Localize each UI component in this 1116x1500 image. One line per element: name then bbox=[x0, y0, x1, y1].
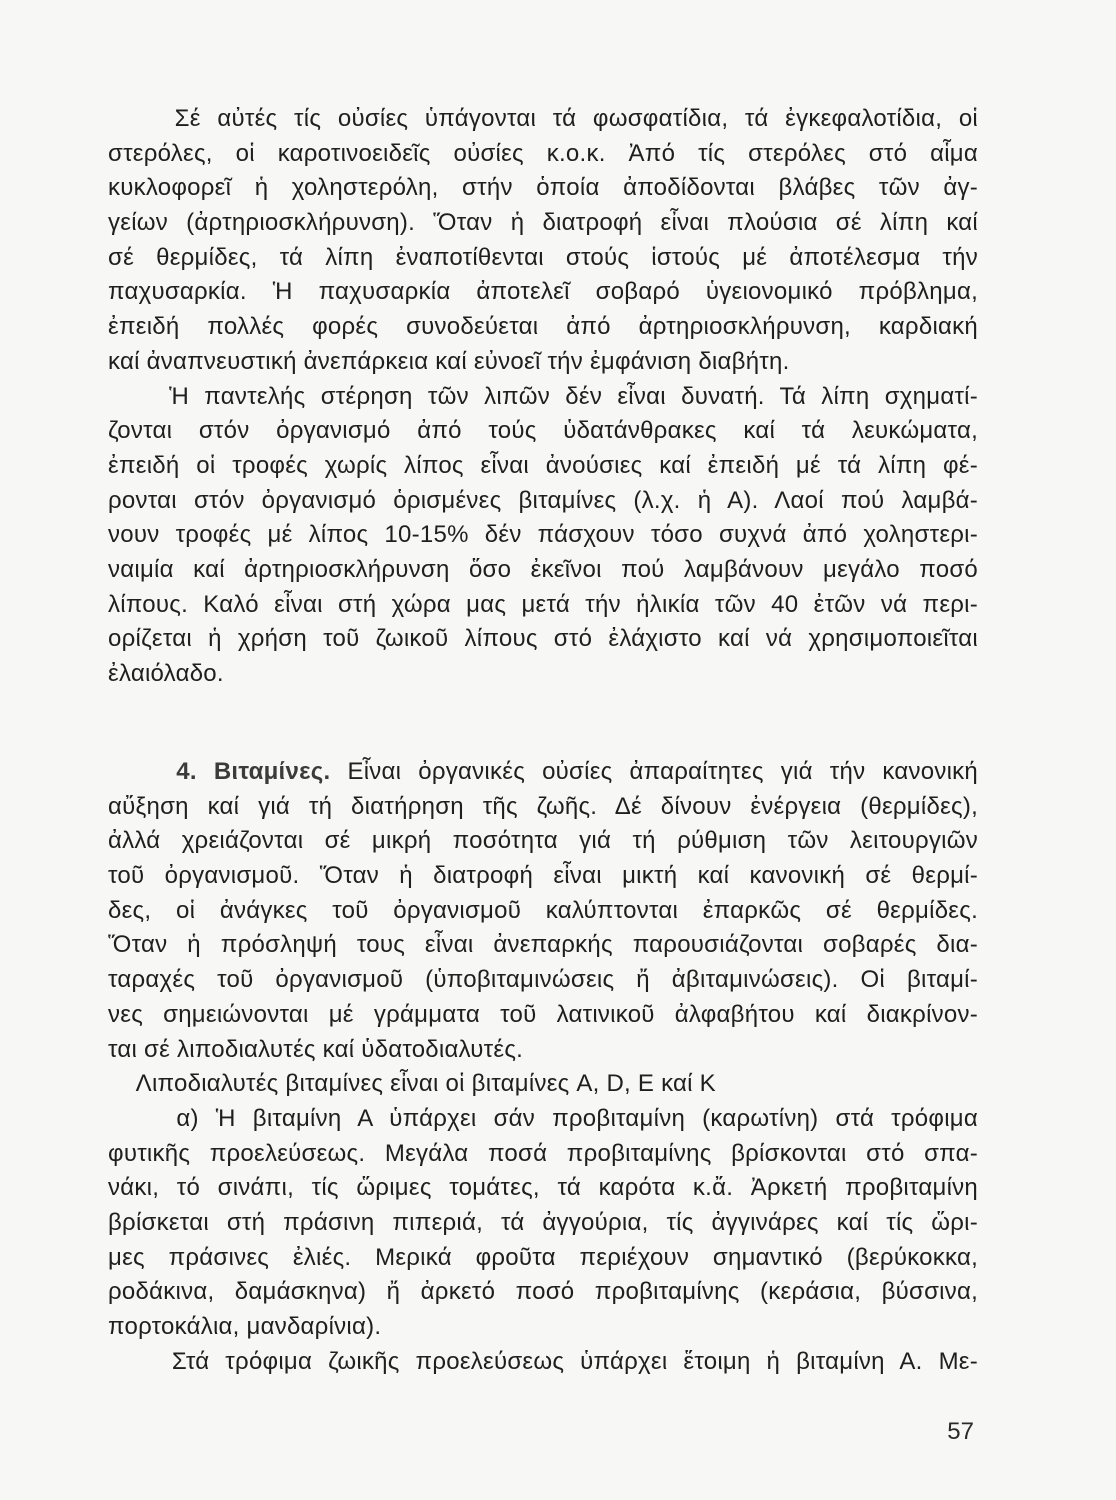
section-first-line-text: Εἶναι ὀργανικές οὐσίες ἀπαραίτητες γιά τήν κανονική bbox=[347, 758, 978, 785]
text-line: κυκλοφορεῖ ἡ χοληστερόλη, στήν ὁποία ἀποδίδονται βλάβες τῶν ἀγ- bbox=[108, 174, 978, 202]
section-number: 4. bbox=[176, 758, 197, 785]
text-line: ἐλαιόλαδο. bbox=[108, 660, 224, 687]
text-line: ρονται στόν ὀργανισμό ὁρισμένες βιταμίνες (λ.χ. ἡ Α). Λαοί πού λαμβά- bbox=[108, 486, 978, 514]
text-line: λίπους. Καλό εἶναι στή χώρα μας μετά τήν ἡλικία τῶν 40 ἐτῶν νά περι- bbox=[108, 590, 978, 618]
text-line: ναιμία καί ἀρτηριοσκλήρυνση ὅσο ἐκεῖνοι πού λαμβάνουν μεγάλο ποσό bbox=[108, 555, 978, 583]
text-line: ζονται στόν ὀργανισμό ἀπό τούς ὑδατάνθρακες καί τά λευκώματα, bbox=[108, 417, 978, 445]
text-line: φυτικῆς προελεύσεως. Μεγάλα ποσά προβιταμίνης βρίσκονται στό σπα- bbox=[108, 1139, 978, 1167]
text-line: μες πράσινες ἐλιές. Μερικά φροῦτα περιέχουν σημαντικό (βερύκοκκα, bbox=[108, 1243, 978, 1271]
text-line: ταραχές τοῦ ὀργανισμοῦ (ὑποβιταμινώσεις ἤ ἀβιταμινώσεις). Οἱ βιταμί- bbox=[108, 966, 978, 994]
text-line: αὔξηση καί γιά τή διατήρηση τῆς ζωῆς. Δέ δίνουν ἐνέργεια (θερμίδες), bbox=[108, 792, 978, 820]
text-line: Ὅταν ἡ πρόσληψή τους εἶναι ἀνεπαρκής παρουσιάζονται σοβαρές δια- bbox=[108, 931, 978, 959]
text-line: νες σημειώνονται μέ γράμματα τοῦ λατινικοῦ ἀλφαβήτου καί διακρίνον- bbox=[108, 1000, 978, 1028]
text-line: ἐπειδή πολλές φορές συνοδεύεται ἀπό ἀρτηριοσκλήρυνση, καρδιακή bbox=[108, 313, 978, 341]
text-line: ορίζεται ἡ χρήση τοῦ ζωικοῦ λίπους στό ἐλάχιστο καί νά χρησιμοποιεῖται bbox=[108, 625, 978, 653]
page-number: 57 bbox=[947, 1418, 974, 1445]
text-line: ροδάκινα, δαμάσκηνα) ἤ ἀρκετό ποσό προβιταμίνης (κεράσια, βύσσινα, bbox=[108, 1278, 978, 1306]
text-line: ἀλλά χρειάζονται σέ μικρή ποσότητα γιά τή ρύθμιση τῶν λειτουργιῶν bbox=[108, 827, 978, 855]
text-line: τοῦ ὀργανισμοῦ. Ὅταν ἡ διατροφή εἶναι μικτή καί κανονική σέ θερμί- bbox=[108, 862, 978, 890]
text-line: α) Ἡ βιταμίνη Α ὑπάρχει σάν προβιταμίνη (καρωτίνη) στά τρόφιμα bbox=[108, 1104, 978, 1132]
text-line: νάκι, τό σινάπι, τίς ὥριμες τομάτες, τά καρότα κ.ἄ. Ἀρκετή προβιταμίνη bbox=[108, 1174, 978, 1202]
section-vitamins bbox=[108, 755, 978, 1379]
text-line: δες, οἱ ἀνάγκες τοῦ ὀργανισμοῦ καλύπτονται ἐπαρκῶς σέ θερμίδες. bbox=[108, 896, 978, 924]
text-line: παχυσαρκία. Ἡ παχυσαρκία ἀποτελεῖ σοβαρό ὑγειονομικό πρόβλημα, bbox=[108, 278, 978, 306]
text-line: Ἡ παντελής στέρηση τῶν λιπῶν δέν εἶναι δυνατή. Τά λίπη σχηματί- bbox=[108, 382, 978, 410]
text-line: καί ἀναπνευστική ἀνεπάρκεια καί εὐνοεῖ τήν ἐμφάνιση διαβήτη. bbox=[108, 347, 790, 375]
section-title: Βιταμίνες. bbox=[213, 758, 331, 785]
paragraph-block-fats bbox=[108, 102, 978, 692]
section-heading-line bbox=[108, 755, 978, 790]
text-line: ἐπειδή οἱ τροφές χωρίς λίπος εἶναι ἀνούσιες καί ἐπειδή μέ τά λίπη φέ- bbox=[108, 451, 978, 479]
text-line: σέ θερμίδες, τά λίπη ἐναποτίθενται στούς ἱστούς μέ ἀποτέλεσμα τήν bbox=[108, 243, 978, 271]
text-line: Λιποδιαλυτές βιταμίνες εἶναι οἱ βιταμίνες A, D, E καί K bbox=[108, 1070, 716, 1098]
text-line: Σέ αὐτές τίς οὐσίες ὑπάγονται τά φωσφατίδια, τά ἐγκεφαλοτίδια, οἱ bbox=[108, 105, 978, 132]
text-line: Στά τρόφιμα ζωικῆς προελεύσεως ὑπάρχει ἕτοιμη ἡ βιταμίνη Α. Με- bbox=[108, 1347, 978, 1375]
text-line: πορτοκάλια, μανδαρίνια). bbox=[108, 1313, 382, 1340]
text-line: γείων (ἀρτηριοσκλήρυνση). Ὅταν ἡ διατροφή εἶναι πλούσια σέ λίπη καί bbox=[108, 209, 978, 237]
text-line: ται σέ λιποδιαλυτές καί ὑδατοδιαλυτές. bbox=[108, 1035, 524, 1063]
text-line: νουν τροφές μέ λίπος 10-15% δέν πάσχουν τόσο συχνά ἀπό χοληστερι- bbox=[108, 521, 978, 549]
text-line: βρίσκεται στή πράσινη πιπεριά, τά ἀγγούρια, τίς ἀγγινάρες καί τίς ὥρι- bbox=[108, 1208, 978, 1236]
text-line: στερόλες, οἱ καροτινοειδεῖς οὐσίες κ.ο.κ. Ἀπό τίς στερόλες στό αἷμα bbox=[108, 139, 978, 167]
